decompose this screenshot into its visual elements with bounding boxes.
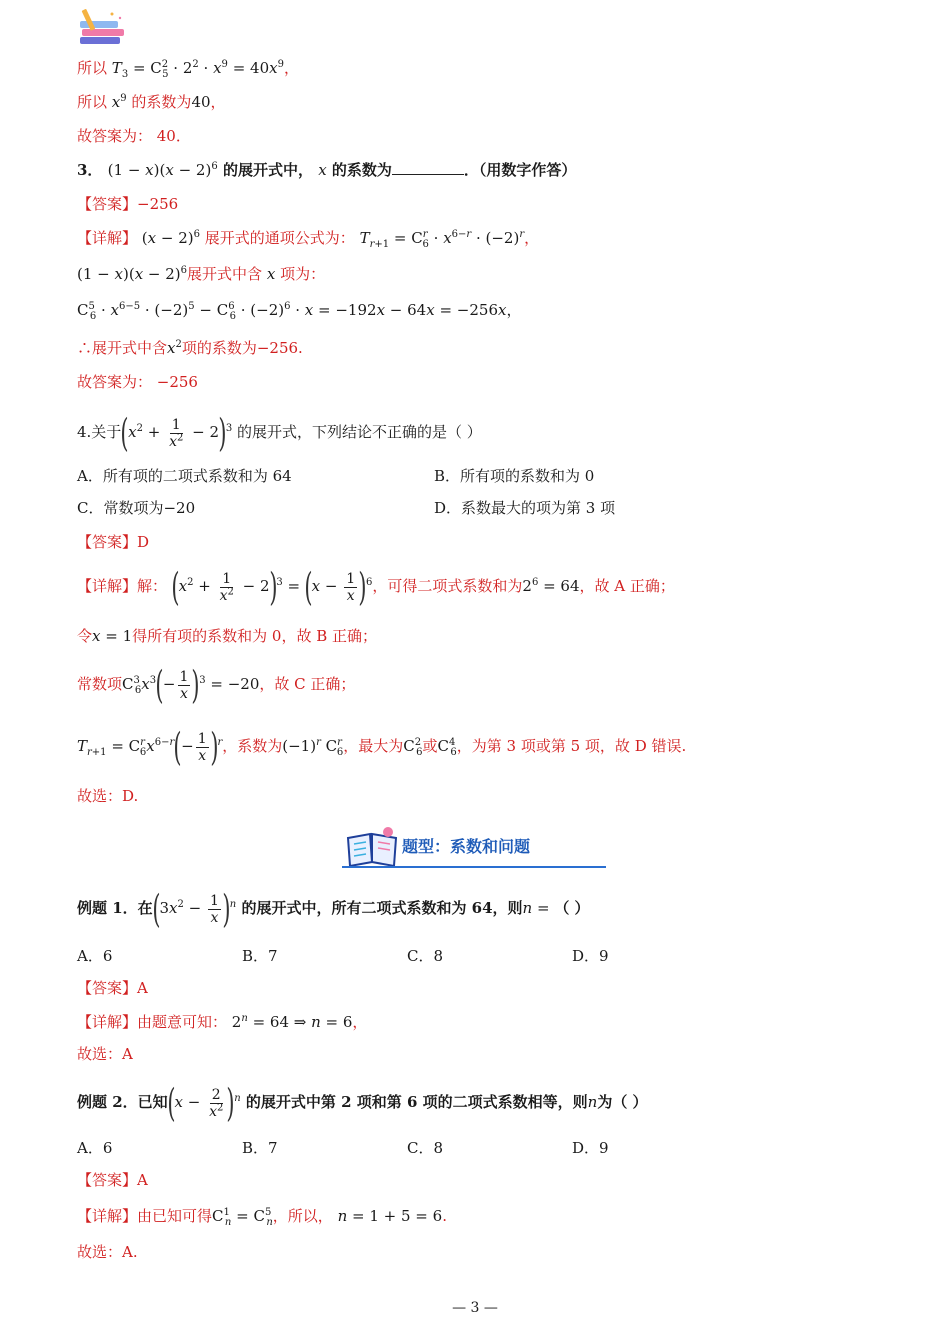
- q4-option-b[interactable]: B．所有项的系数和为 0: [434, 467, 595, 485]
- section-underline: [342, 866, 606, 868]
- ex2-option-d[interactable]: D．9: [572, 1139, 609, 1157]
- ex2-final: 故选：A.: [77, 1243, 138, 1261]
- q4-option-a[interactable]: A．所有项的二项式系数和为 64: [77, 467, 292, 485]
- q4-detail-b: 令x = 1得所有项的系数和为 0，故 B 正确；: [77, 627, 378, 645]
- page-number: — 3 —: [452, 1300, 498, 1316]
- ex1-answer: 【答案】A: [77, 979, 148, 997]
- section-title: 题型：系数和问题: [402, 837, 531, 856]
- ex1-option-b[interactable]: B．7: [242, 947, 278, 965]
- q3-stem: 3． $(1 - x)(x - 2)^6$ 的展开式中， x 的系数为 ．（用数字作答）: [77, 161, 577, 179]
- ex2-stem: 例题 2．已知(x − $\frac{2}{x^2}$ )$^n$ 的展开式中第 2 项和第 6 项的二项式系数相等，则n为（ ）: [77, 1081, 648, 1125]
- q4-stem: 4.关于($x^2$ + $\frac{1}{x^2}$ − 2)$^3$ 的展开式，下列结论不正确的是（ ）: [77, 411, 482, 455]
- ex1-option-d[interactable]: D．9: [572, 947, 609, 965]
- q3-final: 故答案为： −256: [77, 373, 198, 391]
- books-pencil-icon: [78, 6, 130, 50]
- ex1-detail: 【详解】由题意可知： $2^n = 64$ ⇒ n = 6，: [77, 1013, 368, 1031]
- q4-final: 故选：D.: [77, 787, 139, 805]
- q4-detail-c: 常数项$C^3_6x^3(-$ $\frac{1}{x}$ )$^3$ = −20，故 C 正确；: [77, 663, 356, 707]
- ex1-final: 故选：A: [77, 1045, 133, 1063]
- ex1-stem: 例题 1．在($3x^2$ − $\frac{1}{x}$ )$^n$ 的展开式中，所有二项式系数和为 64，则n = （ ）: [77, 887, 590, 931]
- prev-line-1: 所以 $T_3 = C^2_5 \cdot 2^2 \cdot x^9 = 40x^9$，: [77, 59, 299, 80]
- prev-line-3: 故答案为： 40．: [77, 127, 191, 145]
- q4-detail-a: 【详解】解： ($x^2$ + $\frac{1}{x^2}$ − 2)$^3$ = (x − $\frac{1}{x}$ )$^6$，可得二项式系数和为$2^6 = 64$，故 A 正确；: [77, 565, 675, 609]
- answer-blank[interactable]: [392, 160, 464, 175]
- ex2-detail: 【详解】由已知可得$C^1_n = C^5_n$，所以， n = 1 + 5 = 6.: [77, 1207, 447, 1228]
- q3-detail-3: $C^5_6 \cdot x^{6-5} \cdot (-2)^5 - C^6_6 \cdot (-2)^6 \cdot x = -192x - 64x = -256x$，: [77, 301, 522, 322]
- q4-answer: 【答案】D: [77, 533, 150, 551]
- ex1-option-c[interactable]: C．8: [407, 947, 444, 965]
- q3-answer: 【答案】−256: [77, 195, 179, 213]
- ex2-option-a[interactable]: A．6: [77, 1139, 113, 1157]
- ex2-option-c[interactable]: C．8: [407, 1139, 444, 1157]
- q3-detail-2: $(1 - x)(x - 2)^6$展开式中含 x 项为：: [77, 265, 326, 283]
- q4-option-c[interactable]: C．常数项为−20: [77, 499, 196, 517]
- q4-detail-d: $T_{r+1} = C^r_6x^{6-r}(-$ $\frac{1}{x}$ )$^r$，系数为$(-1)^r$ $C^r_6$，最大为$C^2_6$或$C^4_6$，为第 3 项或第 5 项，故 D 错误.: [77, 725, 687, 769]
- q3-conclusion: ∴展开式中含$x^2$项的系数为−256.: [77, 339, 303, 357]
- q3-detail-1: 【详解】 $(x - 2)^6$ 展开式的通项公式为： $T_{r+1} = C^r_6 \cdot x^{6-r} \cdot (-2)^r$，: [77, 229, 540, 250]
- ex2-answer: 【答案】A: [77, 1171, 148, 1189]
- ex1-option-a[interactable]: A．6: [77, 947, 113, 965]
- prev-line-2: 所以 $x^9$ 的系数为40，: [77, 93, 226, 111]
- q4-option-d[interactable]: D．系数最大的项为第 3 项: [434, 499, 616, 517]
- ex2-option-b[interactable]: B．7: [242, 1139, 278, 1157]
